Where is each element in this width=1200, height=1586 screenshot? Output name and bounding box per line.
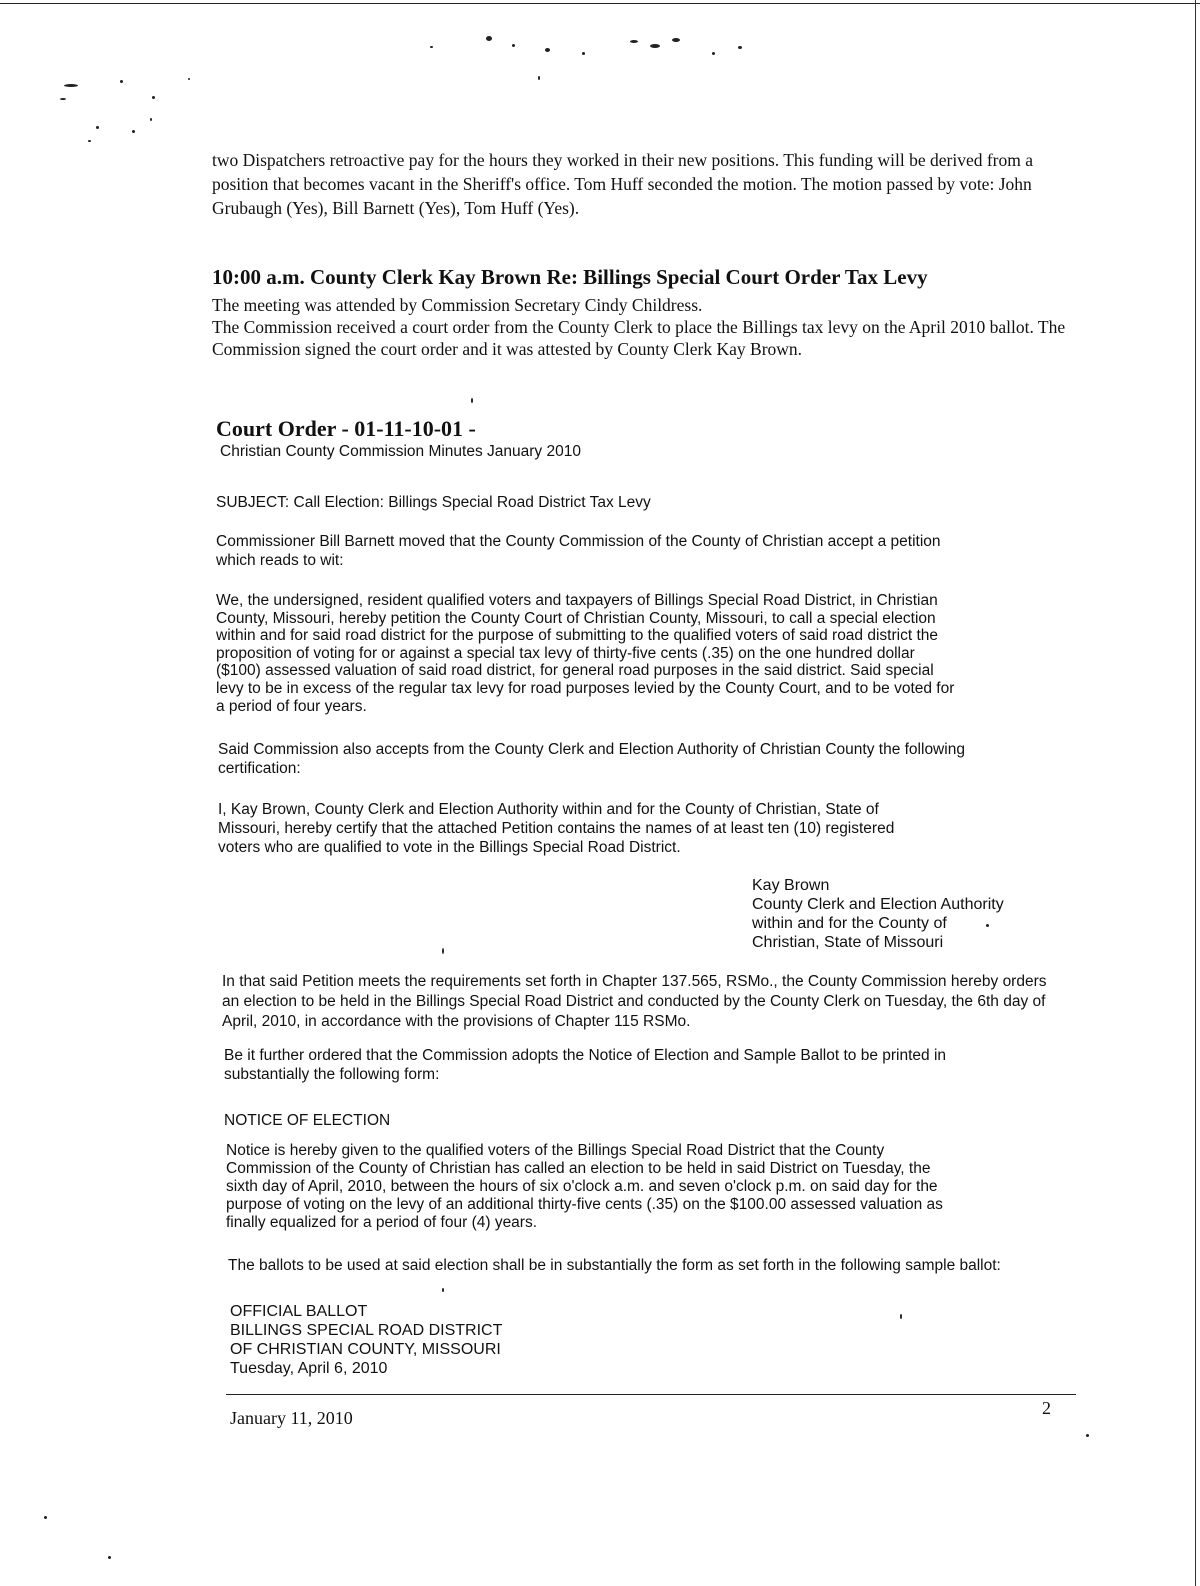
court-order-received-text: The Commission received a court order from the County Clerk to place the Billings tax levy on the April 2010 ballot. The Commission signed the court order and it was attested by County Clerk Kay Brown. [212,317,1066,359]
notice-heading: NOTICE OF ELECTION [224,1112,391,1129]
signature-state: Christian, State of Missouri [752,934,944,951]
signature-jurisdiction: within and for the County of [752,915,947,932]
petition-body-text: We, the undersigned, resident qualified voters and taxpayers of Billings Special Road District, in Christian County, Missouri, hereby petition the County Court of Christian County, Missouri, to call a special election within and for said road district for the purpose of submitting to the qualified voters of said road district the proposition of voting for or against a special tax levy of thirty-five cents (.35) on the one hundred dollar ($100) assessed valuation of said road district, for general road purposes in the said district. Said special levy to be in excess of the regular tax levy for road purposes levied by the County Court, and to be voted for a period of four years. [216,592,955,715]
page-edge-top [0,3,1200,4]
certification-text: I, Kay Brown, County Clerk and Election Authority within and for the County of Christian, State of Missouri, hereby certify that the attached Petition contains the names of at least ten (10) registered voters who are qualified to vote in the Billings Special Road District. [218,801,895,856]
petition-motion [216,532,976,570]
ballot-county: OF CHRISTIAN COUNTY, MISSOURI [230,1341,501,1358]
certification-intro-text: Said Commission also accepts from the County Clerk and Election Authority of Christian County the following certification: [218,741,965,777]
subject-line: SUBJECT: Call Election: Billings Special Road District Tax Levy [216,494,651,511]
attendance-text: The meeting was attended by Commission Secretary Cindy Childress. [212,295,703,315]
further-order [224,1046,1024,1084]
election-order [222,972,1062,1032]
official-ballot [230,1302,502,1378]
page-edge-right [1195,0,1196,1586]
ballot-title: OFFICIAL BALLOT [230,1303,368,1320]
signature-title: County Clerk and Election Authority [752,896,1004,913]
motion-text: two Dispatchers retroactive pay for the hours they worked in their new positions. This funding will be derived from a position that becomes vacant in the Sheriff's office. Tom Huff seconded the motion. The motion passed by vote: John Grubaugh (Yes), Bill Barnett (Yes), Tom Huff (Yes). [212,150,1034,218]
signature-block [752,876,1004,952]
election-order-text: In that said Petition meets the requirements set forth in Chapter 137.565, RSMo., the County Commission hereby orders an election to be held in the Billings Special Road District and conducted by the County Clerk on Tuesday, the 6th day of April, 2010, in accordance with the provisions of Chapter 115 RSMo. [222,973,1047,1030]
petition-motion-text: Commissioner Bill Barnett moved that the County Commission of the County of Christian accept a petition which reads to wit: [216,533,941,569]
certification-intro [218,740,1048,778]
ballot-intro [228,1256,1068,1275]
page-number: 2 [1042,1398,1051,1418]
notice-body [226,1142,946,1232]
petition-body [216,592,956,715]
ballot-intro-text: The ballots to be used at said election shall be in substantially the form as set forth in the following sample ballot: [228,1257,1001,1274]
minutes-subtitle: Christian County Commission Minutes January 2010 [220,443,581,460]
court-order-section [216,416,1046,462]
court-order-heading: Court Order - 01-11-10-01 - [216,416,476,441]
ballot-date: Tuesday, April 6, 2010 [230,1360,388,1377]
footer-rule [226,1394,1076,1395]
footer-date: January 11, 2010 [230,1408,353,1428]
agenda-item-section [212,264,1072,360]
further-order-text: Be it further ordered that the Commission adopts the Notice of Election and Sample Ballot to be printed in substantially the following form: [224,1047,947,1083]
motion-paragraph [212,148,1042,220]
ballot-district: BILLINGS SPECIAL ROAD DISTRICT [230,1322,503,1339]
notice-body-text: Notice is hereby given to the qualified voters of the Billings Special Road District that the County Commission of the County of Christian has called an election to be held in said District on Tuesday, the sixth day of April, 2010, between the hours of six o'clock a.m. and seven o'clock p.m. on said day for the purpose of voting on the levy of an additional thirty-five cents (.35) on the $100.00 assessed valuation as finally equalized for a period of four (4) years. [226,1142,943,1231]
agenda-item-heading: 10:00 a.m. County Clerk Kay Brown Re: Billings Special Court Order Tax Levy [212,265,928,289]
signature-name: Kay Brown [752,877,830,894]
certification [218,800,938,857]
